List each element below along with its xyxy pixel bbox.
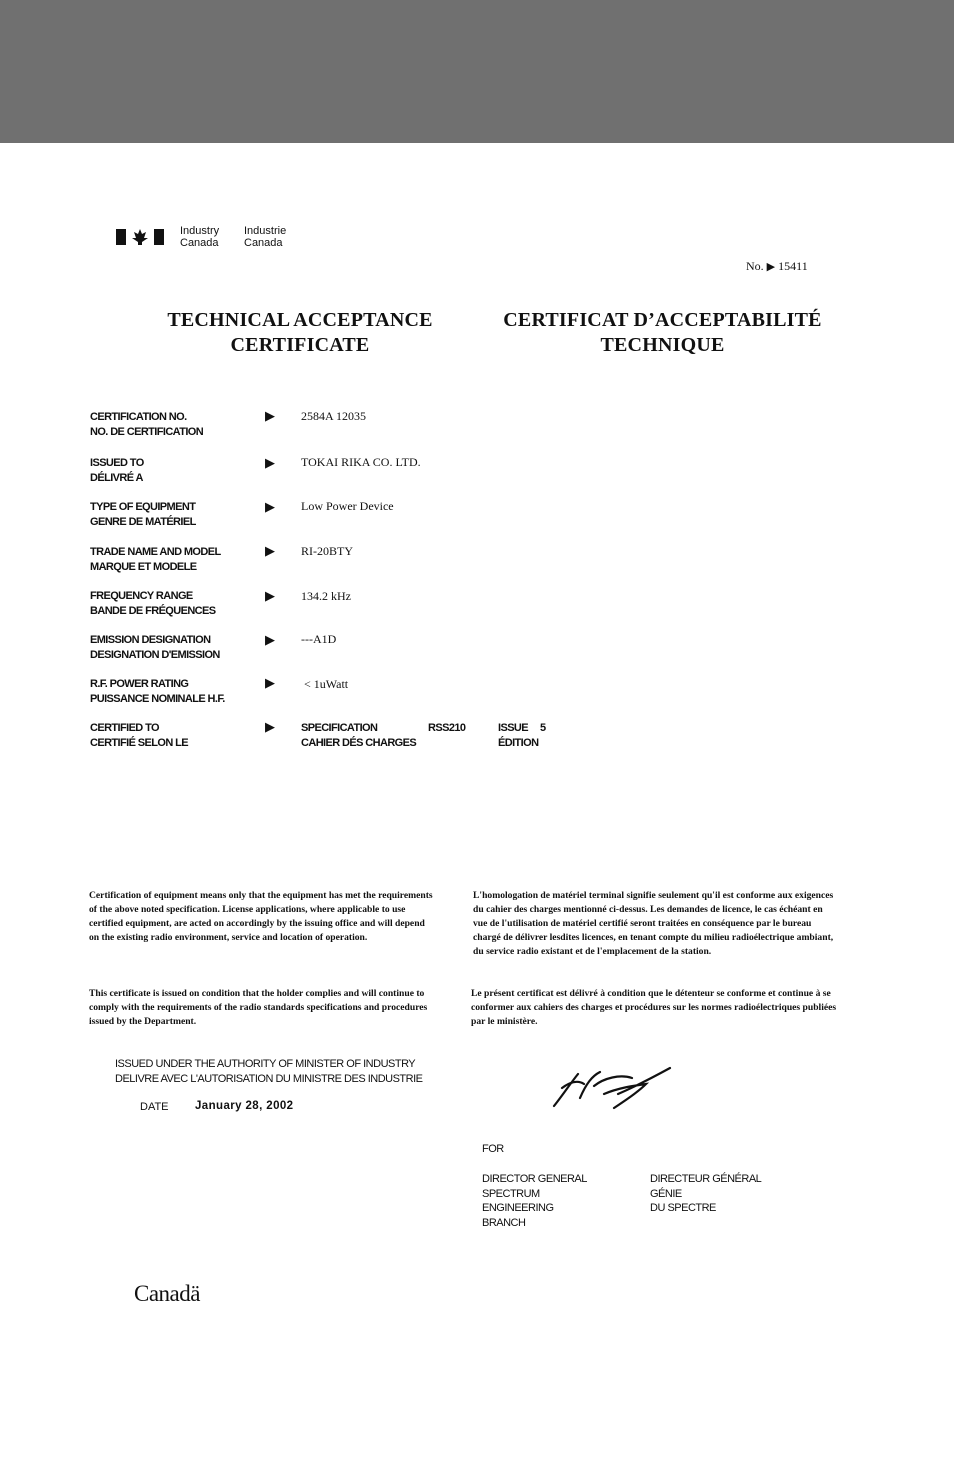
field-value-power: < 1uWatt (304, 677, 349, 691)
field-label-certified-to: CERTIFIED TO CERTIFIÉ SELON LE (90, 722, 188, 749)
certificate-number: No. ▶ 15411 (746, 259, 808, 273)
canada-flag-icon (116, 227, 164, 247)
top-gray-bar (0, 0, 954, 143)
for-label: FOR (482, 1143, 504, 1155)
paragraph-fr-1: L'homologation de matériel terminal signifie seulement qu'il est conforme aux exigences du cahier des charges mentionné ci-dessus. Les demandes de licence, le cas échéant en vue de l'utilisation de matériel certifié seront traitées en conséquence par le bureau chargé de délivrer lesdites licences, en tenant compte du milieu radioélectrique ambiant, du service radio existant et de l'emplacement de la station. (473, 890, 834, 957)
signatory-title-fr: DIRECTEUR GÉNÉRAL GÉNIE DU SPECTRE (650, 1173, 762, 1214)
field-value-cert-no: 2584A 12035 (301, 409, 367, 423)
field-value-issued-to: TOKAI RIKA CO. LTD. (301, 455, 421, 469)
field-value-emission: ---A1D (301, 632, 337, 646)
field-value-equipment-type: Low Power Device (301, 499, 394, 513)
arrow-icon: ▶ (265, 719, 275, 734)
signatory-title-en: DIRECTOR GENERAL SPECTRUM ENGINEERING BRANCH (482, 1173, 587, 1229)
spec-label: SPECIFICATION CAHIER DÉS CHARGES (301, 722, 417, 749)
paragraph-fr-2: Le présent certificat est délivré à condition que le détenteur se conforme et continue à se conformer aux cahiers des charges et procédures sur les normes radioélectriques publiées par le ministère. (471, 988, 837, 1027)
arrow-icon: ▶ (265, 632, 275, 647)
dept-name-fr: Industrie Canada (244, 225, 287, 249)
field-label-power: R.F. POWER RATING PUISSANCE NOMINALE H.F. (90, 678, 225, 705)
issue-value: 5 (540, 722, 546, 734)
authority-statement: ISSUED UNDER THE AUTHORITY OF MINISTER OF INDUSTRY DELIVRE AVEC L'AUTORISATION DU MINISTRE DES INDUSTRIE (115, 1058, 423, 1085)
field-label-emission: EMISSION DESIGNATION DESIGNATION D'EMISSION (90, 634, 220, 661)
arrow-icon: ▶ (265, 499, 275, 514)
issue-label: ISSUE ÉDITION (498, 722, 539, 749)
paragraph-en-1: Certification of equipment means only that the equipment has met the requirements of the above noted specification. License applications, where applicable to use certified equipment, are acted on accordingly by the issuing office and will depend on the existing radio environment, service and location of operation. (89, 890, 433, 943)
issue-date: January 28, 2002 (195, 1100, 294, 1112)
arrow-icon: ▶ (265, 455, 275, 470)
arrow-icon: ▶ (265, 543, 275, 558)
arrow-icon: ▶ (265, 588, 275, 603)
title-french: CERTIFICAT D’ACCEPTABILITÉ TECHNIQUE (503, 309, 822, 356)
field-value-trade-name: RI-20BTY (301, 544, 353, 558)
field-label-equipment-type: TYPE OF EQUIPMENT GENRE DE MATÉRIEL (90, 501, 196, 528)
field-label-frequency: FREQUENCY RANGE BANDE DE FRÉQUENCES (90, 590, 216, 617)
field-label-cert-no: CERTIFICATION NO. NO. DE CERTIFICATION (90, 411, 204, 438)
field-label-trade-name: TRADE NAME AND MODEL MARQUE ET MODELE (90, 546, 221, 573)
title-english: TECHNICAL ACCEPTANCE CERTIFICATE (167, 309, 433, 356)
field-value-frequency: 134.2 kHz (301, 589, 351, 603)
signature-graphic (548, 1058, 678, 1118)
field-label-issued-to: ISSUED TO DÉLIVRÉ A (90, 457, 144, 484)
arrow-icon: ▶ (265, 408, 275, 423)
date-label: DATE (140, 1101, 169, 1113)
spec-value: RSS210 (428, 722, 466, 734)
canada-wordmark: Canadä (134, 1281, 200, 1306)
arrow-icon: ▶ (265, 675, 275, 690)
paragraph-en-2: This certificate is issued on condition that the holder complies and will continue to comply with the requirements of the radio standards specifications and procedures issued by the Department. (89, 988, 428, 1027)
dept-name-en: Industry Canada (180, 225, 220, 249)
